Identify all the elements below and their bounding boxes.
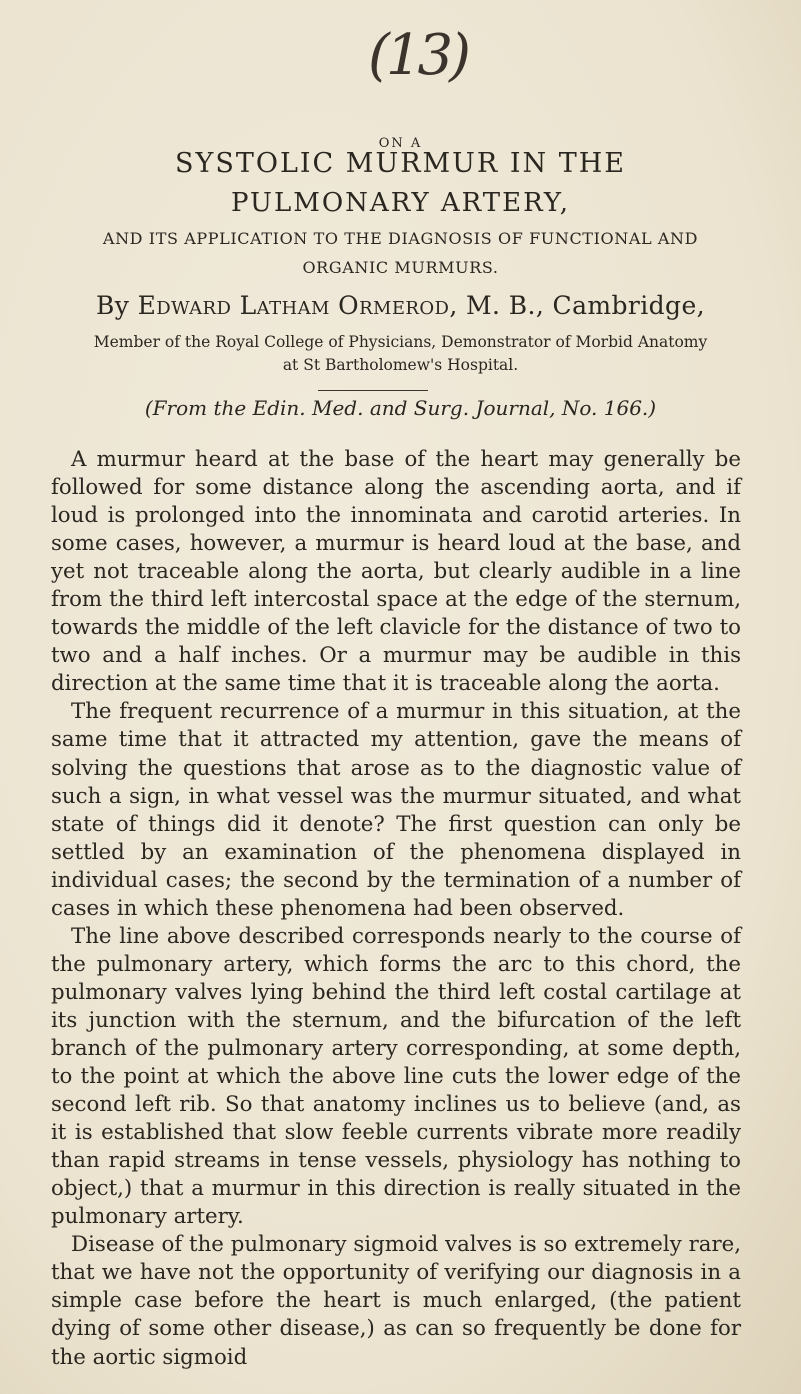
byline-by: By	[96, 291, 130, 320]
author-affiliation-line-1: Member of the Royal College of Physicians, Demonstrator of Morbid Anatomy	[93, 333, 708, 351]
paragraph-1: A murmur heard at the base of the heart may generally be followed for some distance along the ascending aorta, and if loud is prolonged into the innominata and carotid arteries. In some cases, however, a murmur is heard loud at the base, and yet not traceable along the aorta, but clearly audible in a line from the third left intercostal space at the edge of the sternum, towards the middle of the left clavicle for the distance of two to two and a half inches. Or a murmur may be audible in this direction at the same time that it is traceable along the aorta.	[51, 447, 741, 697]
subtitle-line-1: AND ITS APPLICATION TO THE DIAGNOSIS OF FUNCTIONAL AND	[102, 229, 699, 248]
handwritten-shelfmark: (13)	[368, 23, 467, 88]
title-line-2: PULMONARY ARTERY,	[231, 188, 570, 218]
body-text	[51, 446, 741, 1372]
paragraph-2: The frequent recurrence of a murmur in this situation, at the same time that it attracted my attention, gave the means of solving the questions that arose as to the diagnostic value of such a sign, in what vessel was the murmur situated, and what state of things did it denote? The first question can only be settled by an examination of the phenomena displayed in individual cases; the second by the termination of a number of cases in which these phenomena had been observed.	[51, 699, 741, 921]
source-citation: (From the Edin. Med. and Surg. Journal, No. 166.)	[144, 396, 657, 420]
subtitle-line-2: ORGANIC MURMURS.	[302, 258, 499, 277]
paragraph-3: The line above described corresponds nearly to the course of the pulmonary artery, which forms the arc to this chord, the pulmonary valves lying behind the third left costal cartilage at its junction with the sternum, and the bifurcation of the left branch of the pulmonary artery corresponding, at some depth, to the point at which the above line cuts the lower edge of the second left rib. So that anatomy inclines us to believe (and, as it is established that slow feeble currents vibrate more readily than rapid streams in tense vessels, physiology has nothing to object,) that a murmur in this direction is really situated in the pulmonary artery.	[51, 923, 741, 1230]
author-affiliation-line-2: at St Bartholomew's Hospital.	[282, 356, 519, 374]
author-byline	[0, 291, 801, 320]
title-line-1: SYSTOLIC MURMUR IN THE	[175, 148, 626, 179]
author-credentials: M. B., Cambridge,	[466, 291, 705, 320]
paragraph-4: Disease of the pulmonary sigmoid valves is so extremely rare, that we have not the opportunity of verifying our diagnosis in a simple case before the heart is much enlarged, (the patient dying of some other disease,) as can so frequently be done for the aortic sigmoid	[51, 1232, 741, 1370]
divider-rule	[318, 390, 428, 391]
heading-prefix: ON A	[378, 136, 423, 151]
author-name: Edward Latham Ormerod,	[137, 291, 458, 320]
